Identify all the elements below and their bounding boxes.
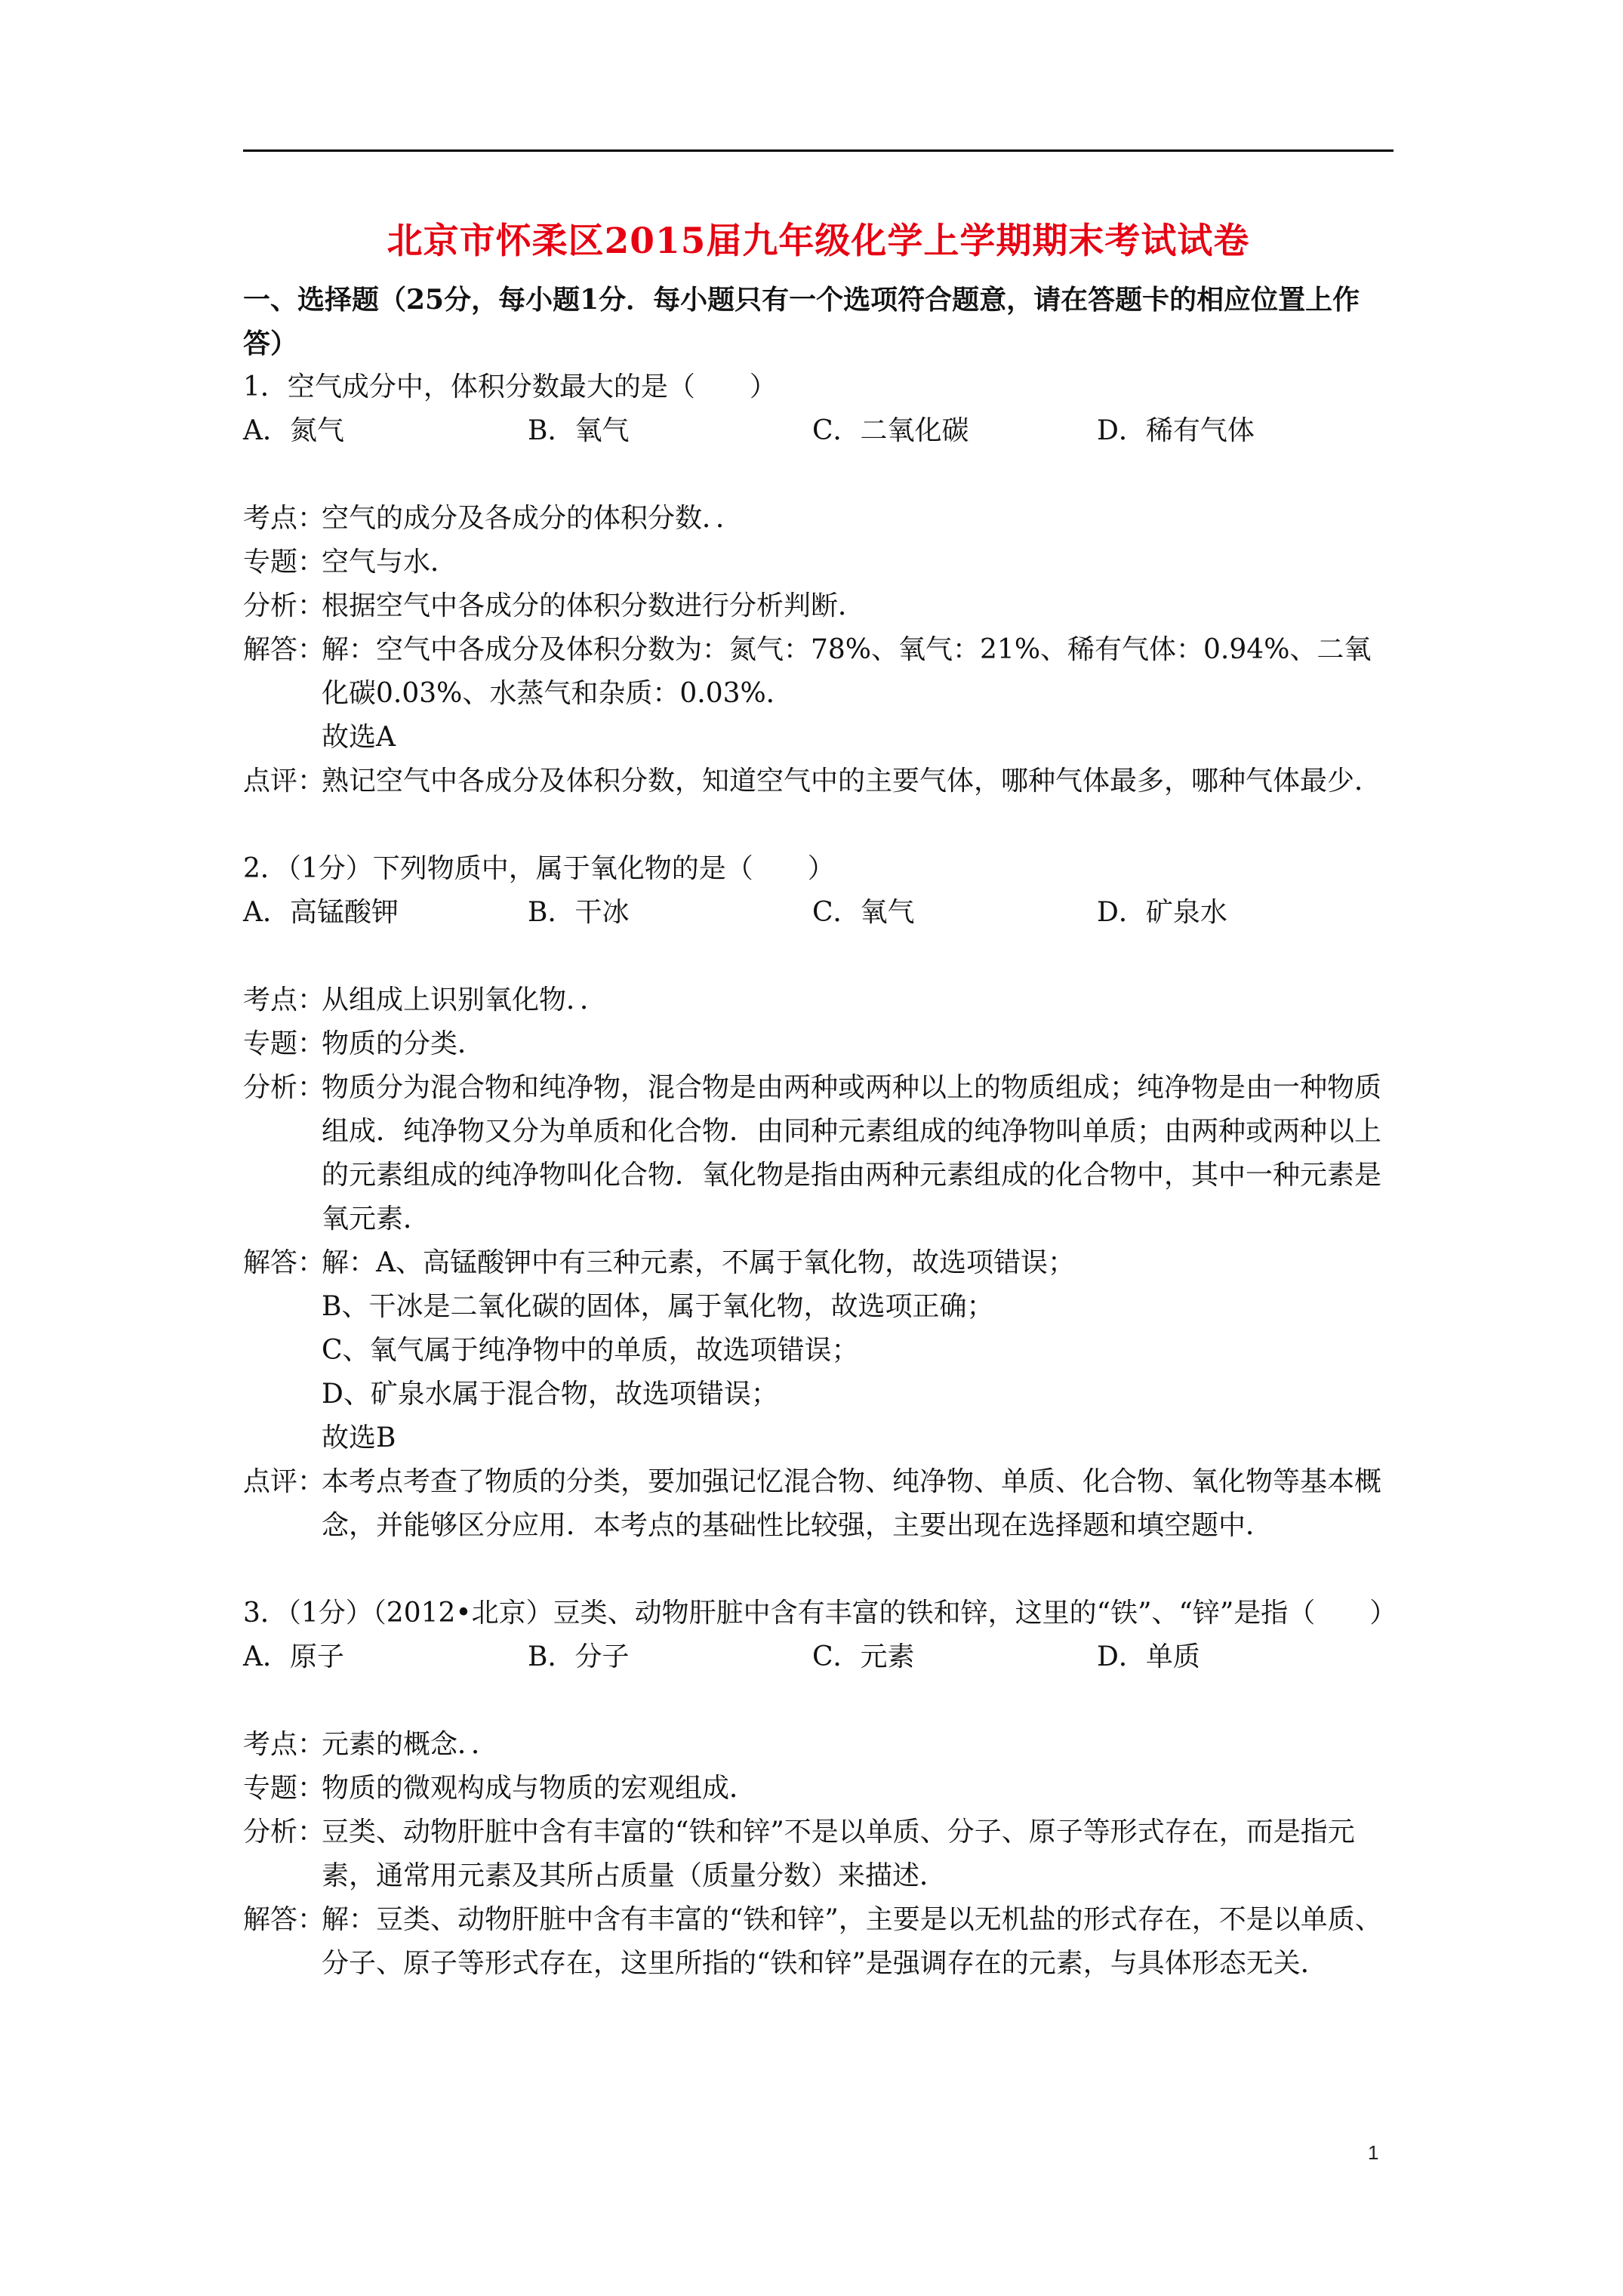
- dianping-label: 点评：: [243, 1466, 325, 1497]
- fenxi-row: [243, 1066, 1394, 1241]
- question-2: [243, 847, 1394, 1548]
- kaodian-label: 考点：: [243, 1729, 325, 1760]
- option-c: C．二氧化碳: [812, 415, 969, 446]
- kaodian-row: [243, 978, 1394, 1022]
- dianping-text: 本考点考查了物质的分类，要加强记忆混合物、纯净物、单质、化合物、氧化物等基本概念，并能够区分应用．本考点的基础性比较强，主要出现在选择题和填空题中．: [322, 1466, 1382, 1541]
- header-rule: [243, 149, 1394, 152]
- option-list: [243, 891, 1394, 935]
- question-stem: 2．（1分）下列物质中，属于氧化物的是（ ）: [243, 853, 835, 884]
- option-b: B．干冰: [528, 897, 630, 928]
- option-a: A．原子: [243, 1641, 344, 1672]
- jieda-line: B、干冰是二氧化碳的固体，属于氧化物，故选项正确；: [322, 1291, 994, 1322]
- jieda-label: 解答：: [243, 1247, 325, 1278]
- dianping-label: 点评：: [243, 766, 325, 797]
- fenxi-label: 分析：: [243, 1817, 325, 1848]
- fenxi-row: [243, 584, 1394, 628]
- fenxi-row: [243, 1811, 1394, 1898]
- kaodian-text: 从组成上识别氧化物．．: [322, 985, 608, 1015]
- jieda-line: D、矿泉水属于混合物，故选项错误；: [322, 1379, 778, 1410]
- question-3: [243, 1592, 1397, 1986]
- jieda-line: 解：A、高锰酸钾中有三种元素，不属于氧化物，故选项错误；: [322, 1247, 1075, 1278]
- dianping-row: [243, 1460, 1394, 1548]
- fenxi-label: 分析：: [243, 1072, 325, 1103]
- page-number: 1: [1368, 2141, 1379, 2164]
- document-title: 北京市怀柔区2015届九年级化学上学期期末考试试卷: [387, 220, 1250, 262]
- option-list: [243, 1635, 1394, 1679]
- zhuanti-text: 空气与水．: [322, 547, 458, 578]
- jieda-line: 故选B: [322, 1422, 396, 1453]
- section-heading: 一、选择题（25分，每小题1分．每小题只有一个选项符合题意，请在答题卡的相应位置上作答）: [243, 284, 1360, 359]
- kaodian-row: [243, 1723, 1394, 1767]
- zhuanti-text: 物质的微观构成与物质的宏观组成．: [322, 1773, 757, 1804]
- kaodian-text: 空气的成分及各成分的体积分数．．: [322, 503, 744, 534]
- zhuanti-row: [243, 1022, 1394, 1066]
- question-1: [243, 365, 1394, 803]
- option-d: D．矿泉水: [1097, 897, 1227, 928]
- option-d: D．稀有气体: [1097, 415, 1255, 446]
- dianping-text: 熟记空气中各成分及体积分数，知道空气中的主要气体，哪种气体最多，哪种气体最少．: [322, 766, 1382, 797]
- kaodian-label: 考点：: [243, 503, 325, 534]
- kaodian-row: [243, 497, 1394, 541]
- jieda-line: 故选A: [322, 722, 396, 753]
- exam-content: [243, 278, 1397, 1986]
- fenxi-text: 豆类、动物肝脏中含有丰富的“铁和锌”不是以单质、分子、原子等形式存在，而是指元素，通常用元素及其所占质量（质量分数）来描述．: [322, 1817, 1355, 1891]
- jieda-label: 解答：: [243, 634, 325, 665]
- jieda-row: [243, 1898, 1394, 1986]
- zhuanti-label: 专题：: [243, 547, 325, 578]
- question-stem: 3．（1分）（2012•北京）豆类、动物肝脏中含有丰富的铁和锌，这里的“铁”、“锌”是指（ ）: [243, 1598, 1397, 1629]
- zhuanti-text: 物质的分类．: [322, 1028, 485, 1059]
- fenxi-label: 分析：: [243, 590, 325, 621]
- kaodian-label: 考点：: [243, 985, 325, 1015]
- zhuanti-label: 专题：: [243, 1028, 325, 1059]
- option-list: [243, 409, 1394, 453]
- zhuanti-label: 专题：: [243, 1773, 325, 1804]
- jieda-line: C、氧气属于纯净物中的单质，故选项错误；: [322, 1335, 859, 1366]
- option-a: A．高锰酸钾: [243, 897, 399, 928]
- option-b: B．氧气: [528, 415, 630, 446]
- fenxi-text: 根据空气中各成分的体积分数进行分析判断．: [322, 590, 866, 621]
- fenxi-text: 物质分为混合物和纯净物，混合物是由两种或两种以上的物质组成；纯净物是由一种物质组成．纯净物又分为单质和化合物．由同种元素组成的纯净物叫单质；由两种或两种以上的元素组成的纯净物叫化合物．氧化物是指由两种元素组成的化合物中，其中一种元素是氧元素．: [322, 1072, 1382, 1234]
- jieda-line: 解：空气中各成分及体积分数为：氮气：78%、氧气：21%、稀有气体：0.94%、二氧化碳0.03%、水蒸气和杂质：0.03%．: [322, 634, 1372, 709]
- kaodian-text: 元素的概念．．: [322, 1729, 499, 1760]
- dianping-row: [243, 760, 1394, 803]
- question-stem: 1．空气成分中，体积分数最大的是（ ）: [243, 371, 777, 402]
- option-c: C．氧气: [812, 897, 915, 928]
- jieda-line: 解：豆类、动物肝脏中含有丰富的“铁和锌”，主要是以无机盐的形式存在，不是以单质、分子、原子等形式存在，这里所指的“铁和锌”是强调存在的元素，与具体形态无关．: [322, 1904, 1382, 1979]
- zhuanti-row: [243, 541, 1394, 584]
- option-c: C．元素: [812, 1641, 915, 1672]
- zhuanti-row: [243, 1767, 1394, 1811]
- option-a: A．氮气: [243, 415, 344, 446]
- jieda-label: 解答：: [243, 1904, 325, 1935]
- jieda-row: [243, 1241, 1394, 1460]
- option-b: B．分子: [528, 1641, 630, 1672]
- option-d: D．单质: [1097, 1641, 1200, 1672]
- jieda-row: [243, 628, 1394, 760]
